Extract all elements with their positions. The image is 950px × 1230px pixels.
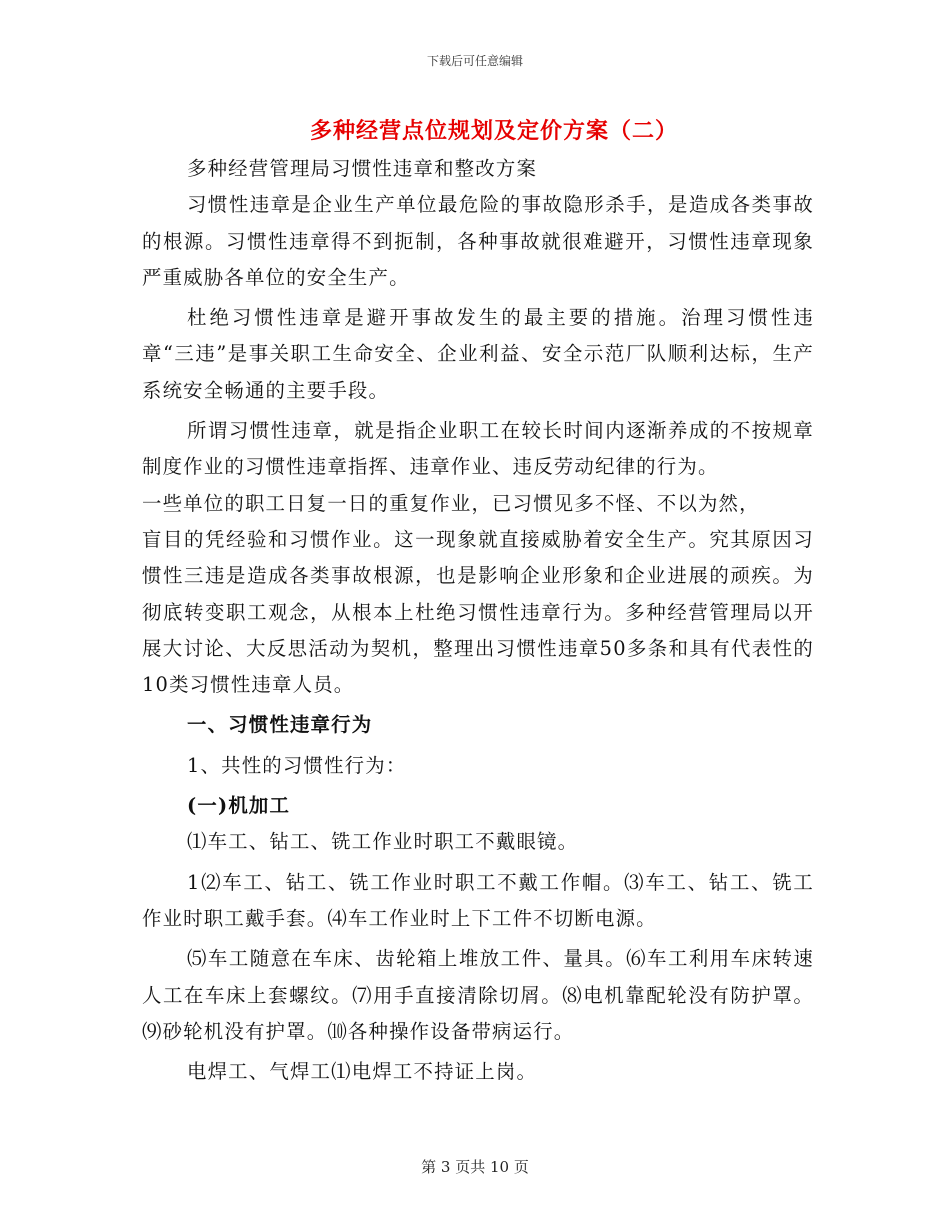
paragraph: 一些单位的职工日复一日的重复作业，已习惯见多不怪、不以为然，	[142, 491, 760, 515]
document-body	[142, 151, 814, 1090]
document-title: 多种经营点位规划及定价方案（二）	[309, 118, 678, 144]
paragraph: 习惯性违章是企业生产单位最危险的事故隐形杀手，是造成各类事故的根源。习惯性违章得不到扼制，各种事故就很难避开，习惯性违章现象严重威胁各单位的安全生产。	[142, 193, 814, 289]
paragraph-subtitle: 多种经营管理局习惯性违章和整改方案	[187, 157, 538, 180]
list-item: 电焊工、气焊工⑴电焊工不持证上岗。	[187, 1060, 538, 1084]
list-item: 1⑵车工、钻工、铣工作业时职工不戴工作帽。⑶车工、钻工、铣工作业时职工戴手套。⑷车工作业时上下工件不切断电源。	[142, 870, 814, 930]
subsection-heading: 1、共性的习惯性行为：	[187, 753, 407, 777]
page-header: 下载后可任意编辑	[426, 54, 523, 68]
list-item: ⑴车工、钻工、铣工作业时职工不戴眼镜。	[187, 830, 579, 854]
list-item: ⑸车工随意在车床、齿轮箱上堆放工件、量具。⑹车工利用车床转速人工在车床上套螺纹。⑺用手直接清除切屑。⑻电机靠配轮没有防护罩。⑼砂轮机没有护罩。⑽各种操作设备带病运行。	[142, 947, 814, 1043]
category-heading: (一)机加工	[187, 794, 291, 818]
page-footer: 第 3 页共 10 页	[421, 1158, 529, 1176]
paragraph: 杜绝习惯性违章是避开事故发生的最主要的措施。治理习惯性违章“三违”是事关职工生命安全、企业利益、安全示范厂队顺利达标，生产系统安全畅通的主要手段。	[142, 306, 814, 402]
paragraph: 所谓习惯性违章，就是指企业职工在较长时间内逐渐养成的不按规章制度作业的习惯性违章指挥、违章作业、违反劳动纪律的行为。	[142, 419, 814, 479]
section-heading: 一、习惯性违章行为	[187, 713, 373, 737]
paragraph: 盲目的凭经验和习惯作业。这一现象就直接威胁着安全生产。究其原因习惯性三违是造成各类事故根源，也是影响企业形象和企业进展的顽疾。为彻底转变职工观念，从根本上杜绝习惯性违章行为。多种经营管理局以开展大讨论、大反思活动为契机，整理出习惯性违章50多条和具有代表性的10类习惯性违章人员。	[142, 527, 814, 697]
